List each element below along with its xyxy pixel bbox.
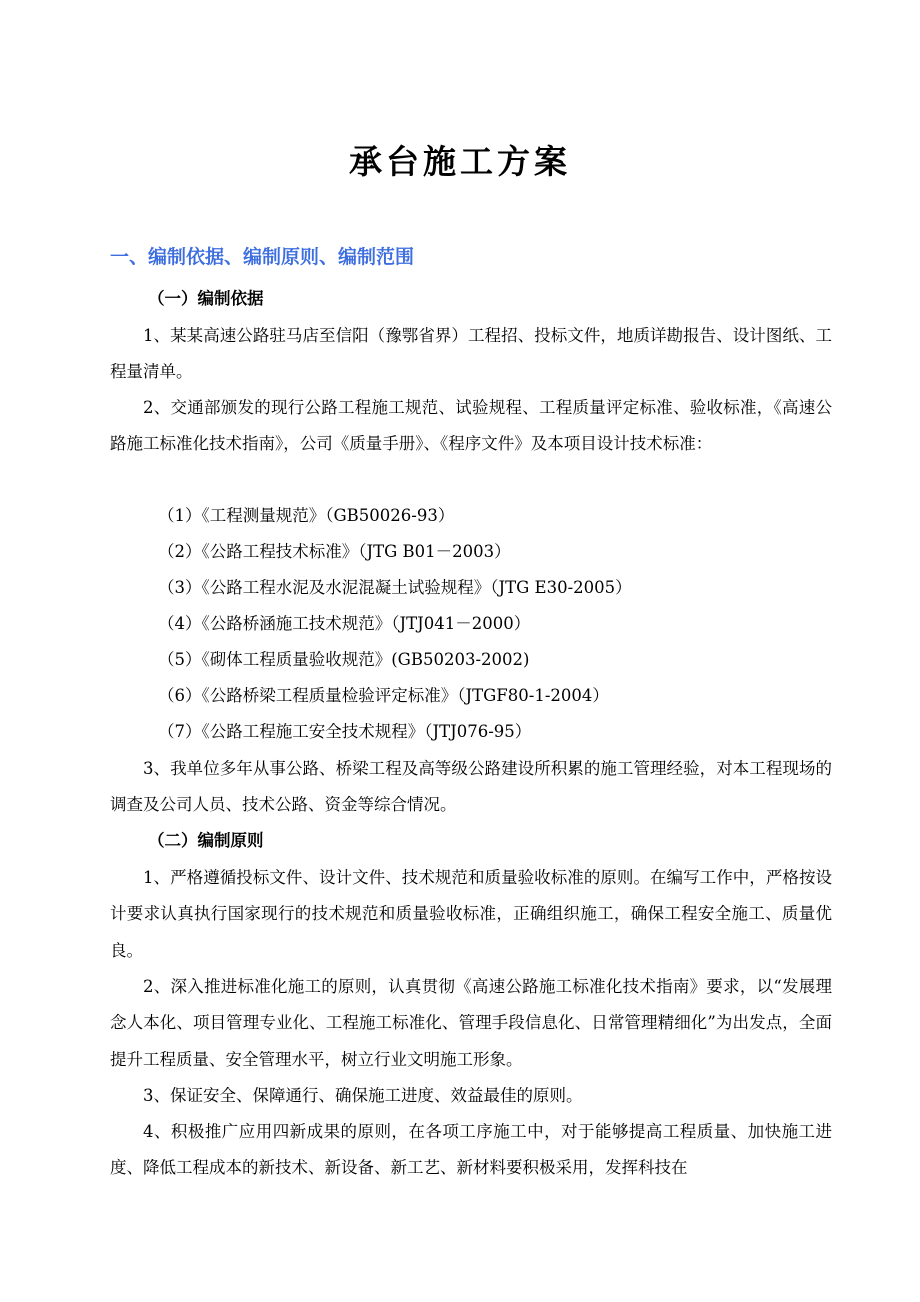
- basis-paragraph-1: 1、某某高速公路驻马店至信阳（豫鄂省界）工程招、投标文件，地质详勘报告、设计图纸、工程量清单。: [110, 326, 832, 382]
- section-heading: 一、编制依据、编制原则、编制范围: [110, 246, 415, 268]
- standard-list-item: （4）《公路桥涵施工技术规范》（JTJ041－2000）: [158, 614, 531, 633]
- standard-list-item: （6）《公路桥梁工程质量检验评定标准》（JTGF80-1-2004）: [158, 686, 609, 705]
- standard-list-item: （5）《砌体工程质量验收规范》(GB50203-2002): [158, 650, 530, 669]
- subsection-heading-basis: （一）编制依据: [148, 289, 264, 308]
- standard-list-item: （1）《工程测量规范》（GB50026-93）: [158, 506, 455, 525]
- document-title: 承台施工方案: [349, 142, 571, 181]
- basis-paragraph-3: 3、我单位多年从事公路、桥梁工程及高等级公路建设所积累的施工管理经验，对本工程现场的调查及公司人员、技术公路、资金等综合情况。: [110, 759, 832, 815]
- principle-paragraph-2: 2、深入推进标准化施工的原则，认真贯彻《高速公路施工标准化技术指南》要求，以“发展理念人本化、项目管理专业化、工程施工标准化、管理手段信息化、日常管理精细化”为出发点，全面提升工程质量、安全管理水平，树立行业文明施工形象。: [110, 977, 832, 1069]
- standard-list-item: （2）《公路工程技术标准》（JTG B01－2003）: [158, 542, 511, 561]
- principle-paragraph-4: 4、积极推广应用四新成果的原则，在各项工序施工中，对于能够提高工程质量、加快施工进度、降低工程成本的新技术、新设备、新工艺、新材料要积极采用，发挥科技在: [110, 1122, 832, 1178]
- subsection-heading-principles: （二）编制原则: [148, 831, 264, 850]
- principle-paragraph-3: 3、保证安全、保障通行、确保施工进度、效益最佳的原则。: [143, 1086, 583, 1105]
- standard-list-item: （3）《公路工程水泥及水泥混凝土试验规程》（JTG E30-2005）: [158, 578, 632, 597]
- basis-paragraph-2: 2、交通部颁发的现行公路工程施工规范、试验规程、工程质量评定标准、验收标准，《高速公路施工标准化技术指南》，公司《质量手册》、《程序文件》及本项目设计技术标准：: [110, 398, 832, 454]
- standard-list-item: （7）《公路工程施工安全技术规程》（JTJ076-95）: [158, 722, 532, 741]
- principle-paragraph-1: 1、严格遵循投标文件、设计文件、技术规范和质量验收标准的原则。在编写工作中，严格按设计要求认真执行国家现行的技术规范和质量验收标准，正确组织施工，确保工程安全施工、质量优良。: [110, 868, 832, 960]
